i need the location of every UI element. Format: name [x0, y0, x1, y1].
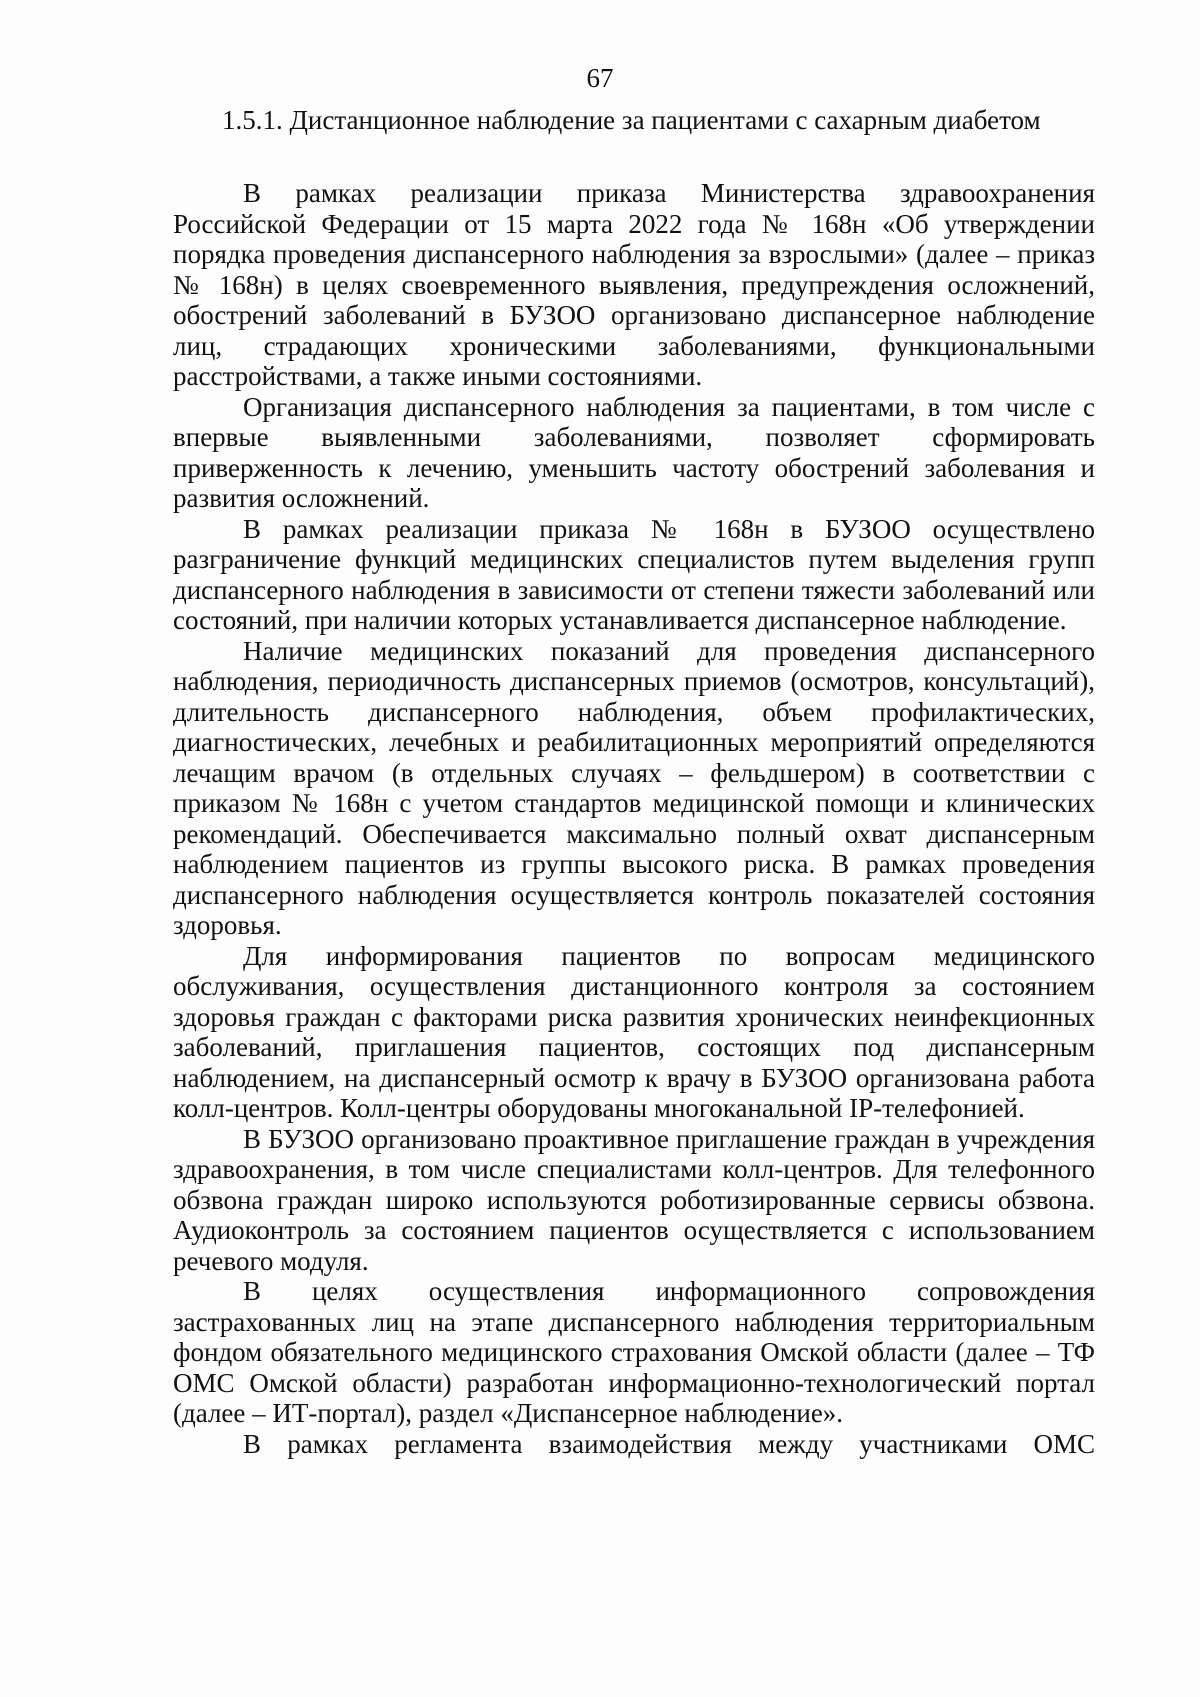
- body-text: [173, 178, 1095, 1459]
- paragraph: Организация диспансерного наблюдения за пациентами, в том числе с впервые выявленными заболеваниями, позволяет сформировать приверженность к лечению, уменьшить частоту обострений заболевания и развития осложнений.: [173, 391, 1095, 513]
- paragraph: В БУЗОО организовано проактивное приглашение граждан в учреждения здравоохранения, в том числе специалистами колл-центров. Для телефонного обзвона граждан широко используются роботизированные сервисы обзвона. Аудиоконтроль за состоянием пациентов осуществляется с использованием речевого модуля.: [173, 1123, 1095, 1276]
- paragraph: В рамках регламента взаимодействия между участниками ОМС: [243, 1428, 1095, 1459]
- paragraph: В рамках реализации приказа Министерства здравоохранения Российской Федерации от 15 марта 2022 года № 168н «Об утверждении порядка проведения диспансерного наблюдения за взрослыми» (далее – приказ № 168н) в целях своевременного выявления, предупреждения осложнений, обострений заболеваний в БУЗОО организовано диспансерное наблюдение лиц, страдающих хроническими заболеваниями, функциональными расстройствами, а также иными состояниями.: [173, 178, 1095, 391]
- paragraph: В рамках реализации приказа № 168н в БУЗОО осуществлено разграничение функций медицинских специалистов путем выделения групп диспансерного наблюдения в зависимости от степени тяжести заболеваний или состояний, при наличии которых устанавливается диспансерное наблюдение.: [173, 513, 1095, 635]
- paragraph: Наличие медицинских показаний для проведения диспансерного наблюдения, периодичность диспансерных приемов (осмотров, консультаций), длительность диспансерного наблюдения, объем профилактических, диагностических, лечебных и реабилитационных мероприятий определяются лечащим врачом (в отдельных случаях – фельдшером) в соответствии с приказом № 168н с учетом стандартов медицинской помощи и клинических рекомендаций. Обеспечивается максимально полный охват диспансерным наблюдением пациентов из группы высокого риска. В рамках проведения диспансерного наблюдения осуществляется контроль показателей состояния здоровья.: [173, 635, 1095, 940]
- page-number: 67: [586, 63, 614, 93]
- paragraph: В целях осуществления информационного сопровождения застрахованных лиц на этапе диспансерного наблюдения территориальным фондом обязательного медицинского страхования Омской области (далее – ТФ ОМС Омской области) разработан информационно-технологический портал (далее – ИТ-портал), раздел «Диспансерное наблюдение».: [173, 1276, 1095, 1428]
- paragraph: Для информирования пациентов по вопросам медицинского обслуживания, осуществления дистанционного контроля за состоянием здоровья граждан с факторами риска развития хронических неинфекционных заболеваний, приглашения пациентов, состоящих под диспансерным наблюдением, на диспансерный осмотр к врачу в БУЗОО организована работа колл-центров. Колл-центры оборудованы многоканальной IP-телефонией.: [173, 940, 1095, 1123]
- section-title: 1.5.1. Дистанционное наблюдение за пациентами с сахарным диабетом: [222, 105, 1041, 135]
